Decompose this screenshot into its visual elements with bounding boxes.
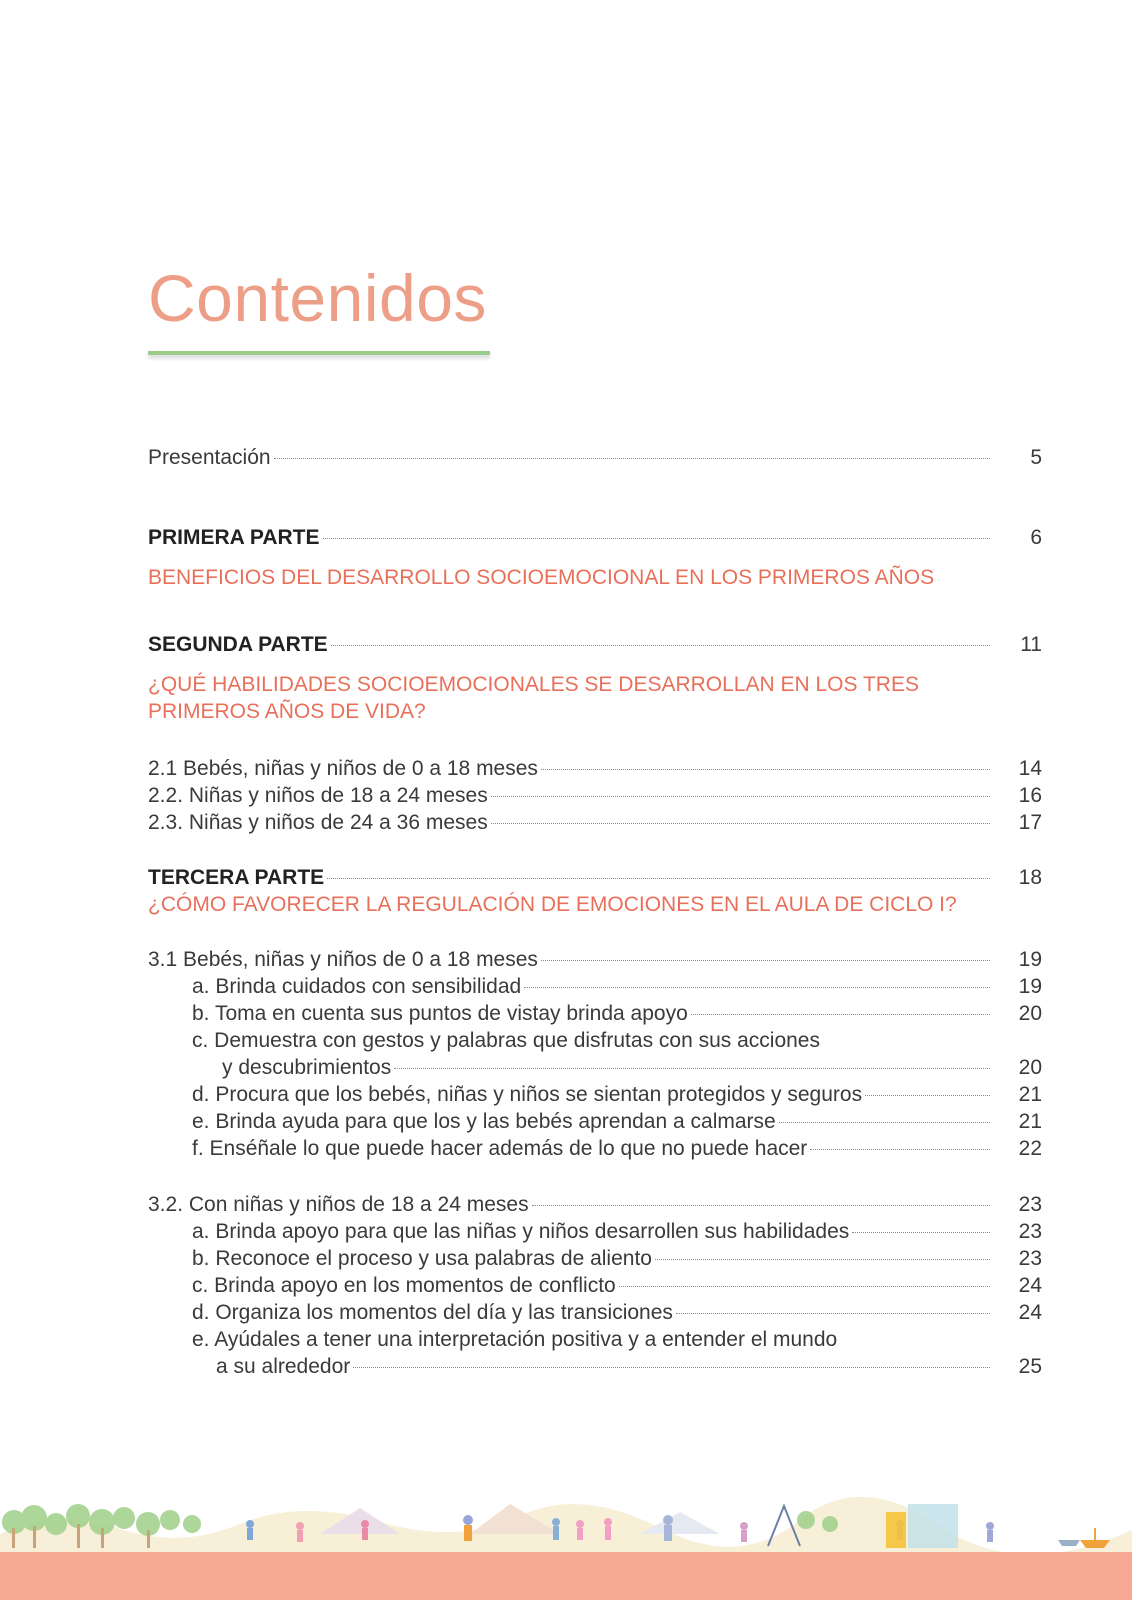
toc-entry-label: a. Brinda cuidados con sensibilidad bbox=[192, 975, 522, 998]
toc-entry-3-2-a[interactable] bbox=[192, 1218, 1042, 1246]
dot-leader bbox=[394, 1068, 990, 1069]
part-subtitle-segunda-line2: PRIMEROS AÑOS DE VIDA? bbox=[148, 700, 426, 723]
dot-leader bbox=[619, 1286, 990, 1287]
toc-page-number: 24 bbox=[1018, 1301, 1042, 1324]
dot-leader bbox=[491, 823, 990, 824]
toc-page-number: 17 bbox=[1018, 811, 1042, 834]
dot-leader bbox=[865, 1095, 990, 1096]
toc-entry-primera-parte[interactable] bbox=[148, 524, 1042, 552]
toc-entry-3-2[interactable] bbox=[148, 1191, 1042, 1219]
toc-entry-3-2-b[interactable] bbox=[192, 1245, 1042, 1273]
toc-page-number: 22 bbox=[1018, 1137, 1042, 1160]
dot-leader bbox=[491, 796, 990, 797]
toc-entry-2-3[interactable] bbox=[148, 809, 1042, 837]
part-subtitle-tercera: ¿CÓMO FAVORECER LA REGULACIÓN DE EMOCIONES EN EL AULA DE CICLO I? bbox=[148, 893, 957, 916]
dot-leader bbox=[810, 1149, 990, 1150]
toc-page-number: 20 bbox=[1018, 1002, 1042, 1025]
toc-entry-3-1-e[interactable] bbox=[192, 1108, 1042, 1136]
toc-entry-2-1[interactable] bbox=[148, 755, 1042, 783]
toc-entry-2-2[interactable] bbox=[148, 782, 1042, 810]
toc-entry-3-1-c-line1[interactable]: c. Demuestra con gestos y palabras que disfrutas con sus acciones bbox=[192, 1029, 820, 1052]
toc-entry-label: 3.1 Bebés, niñas y niños de 0 a 18 meses bbox=[148, 948, 538, 971]
toc-page-number: 19 bbox=[1018, 948, 1042, 971]
dot-leader bbox=[323, 538, 990, 539]
toc-page-number: 24 bbox=[1018, 1274, 1042, 1297]
dot-leader bbox=[655, 1259, 990, 1260]
page-title: Contenidos bbox=[148, 261, 487, 335]
toc-part-label: SEGUNDA PARTE bbox=[148, 633, 328, 656]
toc-page-number: 14 bbox=[1018, 757, 1042, 780]
toc-entry-3-1-b[interactable] bbox=[192, 1000, 1042, 1028]
toc-part-label: TERCERA PARTE bbox=[148, 866, 325, 889]
part-subtitle-primera: BENEFICIOS DEL DESARROLLO SOCIOEMOCIONAL EN LOS PRIMEROS AÑOS bbox=[148, 566, 935, 589]
toc-entry-3-1-d[interactable] bbox=[192, 1081, 1042, 1109]
toc-entry-label: a su alrededor bbox=[216, 1355, 351, 1378]
dot-leader bbox=[779, 1122, 990, 1123]
footer-landscape-illustration bbox=[0, 1494, 1132, 1554]
dot-leader bbox=[353, 1367, 990, 1368]
toc-entry-label: b. Toma en cuenta sus puntos de vistay brinda apoyo bbox=[192, 1002, 688, 1025]
dot-leader bbox=[676, 1313, 990, 1314]
toc-entry-label: c. Brinda apoyo en los momentos de conflicto bbox=[192, 1274, 616, 1297]
toc-entry-label: d. Organiza los momentos del día y las transiciones bbox=[192, 1301, 673, 1324]
toc-entry-tercera-parte[interactable] bbox=[148, 864, 1042, 892]
toc-page-number: 23 bbox=[1018, 1220, 1042, 1243]
toc-page-number: 25 bbox=[1018, 1355, 1042, 1378]
dot-leader bbox=[852, 1232, 990, 1233]
dot-leader bbox=[532, 1205, 990, 1206]
toc-entry-label: 2.2. Niñas y niños de 18 a 24 meses bbox=[148, 784, 488, 807]
toc-entry-label: f. Enséñale lo que puede hacer además de lo que no puede hacer bbox=[192, 1137, 808, 1160]
toc-entry-label: Presentación bbox=[148, 446, 271, 469]
footer-band bbox=[0, 1552, 1132, 1600]
toc-entry-3-1-c[interactable] bbox=[222, 1054, 1042, 1082]
dot-leader bbox=[541, 960, 990, 961]
toc-page-number: 5 bbox=[1030, 446, 1042, 469]
toc-page-number: 21 bbox=[1018, 1110, 1042, 1133]
toc-entry-label: a. Brinda apoyo para que las niñas y niños desarrollen sus habilidades bbox=[192, 1220, 850, 1243]
toc-entry-label: e. Brinda ayuda para que los y las bebés aprendan a calmarse bbox=[192, 1110, 776, 1133]
toc-page-number: 21 bbox=[1018, 1083, 1042, 1106]
toc-page-number: 11 bbox=[1020, 633, 1042, 656]
toc-entry-3-2-d[interactable] bbox=[192, 1299, 1042, 1327]
toc-page-number: 16 bbox=[1018, 784, 1042, 807]
title-underline bbox=[148, 351, 490, 355]
toc-entry-label: 2.3. Niñas y niños de 24 a 36 meses bbox=[148, 811, 488, 834]
part-subtitle-segunda-line1: ¿QUÉ HABILIDADES SOCIOEMOCIONALES SE DESARROLLAN EN LOS TRES bbox=[148, 673, 919, 696]
toc-page-number: 19 bbox=[1018, 975, 1042, 998]
toc-part-label: PRIMERA PARTE bbox=[148, 526, 320, 549]
toc-entry-3-2-e[interactable] bbox=[216, 1353, 1042, 1381]
dot-leader bbox=[541, 769, 990, 770]
toc-entry-3-1[interactable] bbox=[148, 946, 1042, 974]
toc-entry-3-2-c[interactable] bbox=[192, 1272, 1042, 1300]
dot-leader bbox=[274, 458, 990, 459]
toc-entry-presentacion[interactable] bbox=[148, 444, 1042, 472]
toc-entry-label: 2.1 Bebés, niñas y niños de 0 a 18 meses bbox=[148, 757, 538, 780]
dot-leader bbox=[691, 1014, 990, 1015]
toc-page-number: 23 bbox=[1018, 1247, 1042, 1270]
dot-leader bbox=[524, 987, 990, 988]
dot-leader bbox=[331, 645, 990, 646]
toc-page-number: 6 bbox=[1030, 526, 1042, 549]
toc-page-number: 23 bbox=[1018, 1193, 1042, 1216]
toc-page-number: 20 bbox=[1018, 1056, 1042, 1079]
toc-entry-label: y descubrimientos bbox=[222, 1056, 392, 1079]
toc-entry-segunda-parte[interactable] bbox=[148, 631, 1042, 659]
toc-entry-label: d. Procura que los bebés, niñas y niños se sientan protegidos y seguros bbox=[192, 1083, 863, 1106]
dot-leader bbox=[327, 878, 990, 879]
toc-entry-label: b. Reconoce el proceso y usa palabras de aliento bbox=[192, 1247, 652, 1270]
toc-entry-3-1-a[interactable] bbox=[192, 973, 1042, 1001]
toc-entry-3-1-f[interactable] bbox=[192, 1135, 1042, 1163]
toc-page-number: 18 bbox=[1018, 866, 1042, 889]
toc-entry-3-2-e-line1[interactable]: e. Ayúdales a tener una interpretación positiva y a entender el mundo bbox=[192, 1328, 838, 1351]
toc-entry-label: 3.2. Con niñas y niños de 18 a 24 meses bbox=[148, 1193, 529, 1216]
